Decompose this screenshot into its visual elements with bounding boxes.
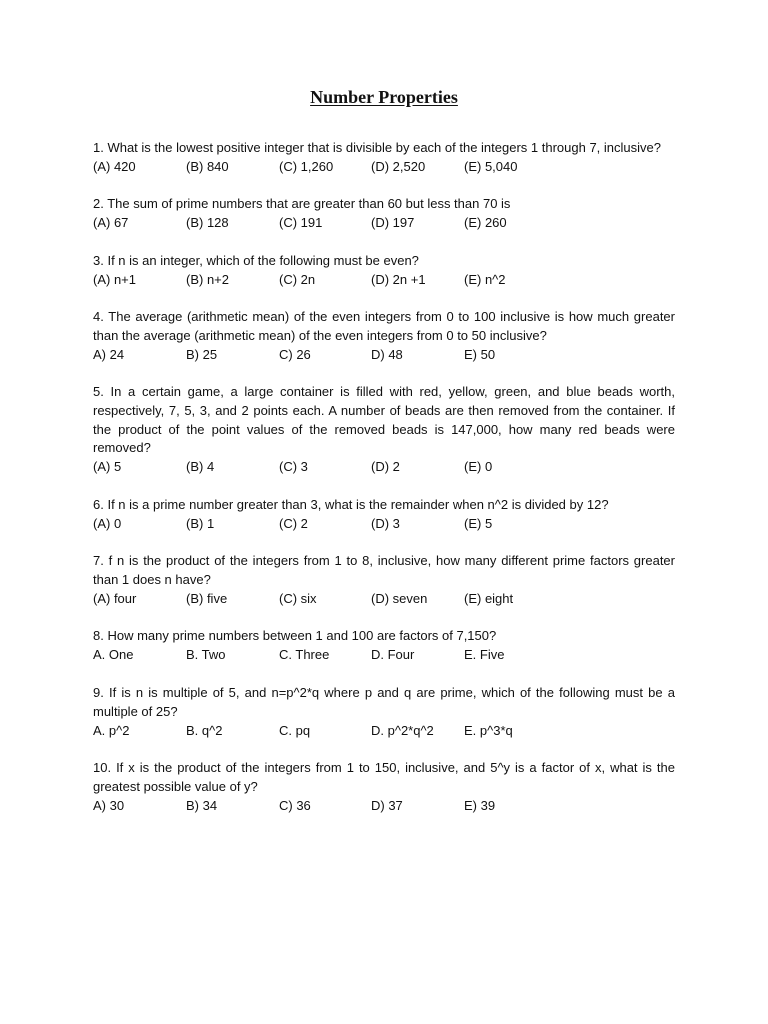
question-6 [93, 496, 675, 534]
question-8 [93, 627, 675, 665]
option-b: (B) 4 [186, 459, 215, 475]
option-a: (A) 420 [93, 158, 136, 174]
option-a: A) 30 [93, 797, 125, 813]
answer-options [93, 646, 675, 665]
option-d: (D) 2n +1 [371, 271, 426, 287]
option-d: (D) seven [371, 590, 428, 606]
question-stem: 7. f n is the product of the integers from 1 to 8, inclusive, how many different prime factors greater than 1 does n have? [93, 553, 675, 587]
option-c: (C) 191 [279, 214, 323, 230]
option-a: (A) n+1 [93, 271, 136, 287]
option-c: C. Three [279, 646, 330, 662]
option-e: (E) 260 [464, 214, 507, 230]
question-stem: 2. The sum of prime numbers that are greater than 60 but less than 70 is [93, 196, 511, 211]
option-c: (C) 1,260 [279, 158, 334, 174]
option-e: E) 39 [464, 797, 496, 813]
option-c: C) 36 [279, 797, 311, 813]
option-a: A. One [93, 646, 134, 662]
option-e: E. Five [464, 646, 505, 662]
option-d: (D) 197 [371, 214, 415, 230]
option-b: B. q^2 [186, 722, 223, 738]
option-b: B) 34 [186, 797, 218, 813]
option-b: B) 25 [186, 346, 218, 362]
option-e: (E) n^2 [464, 271, 506, 287]
option-c: (C) 2 [279, 515, 308, 531]
question-4 [93, 308, 675, 365]
answer-options [93, 214, 675, 233]
option-e: (E) 5 [464, 515, 493, 531]
question-10 [93, 759, 675, 816]
option-b: (B) five [186, 590, 228, 606]
option-b: (B) 128 [186, 214, 229, 230]
option-d: D) 37 [371, 797, 403, 813]
question-stem: 4. The average (arithmetic mean) of the even integers from 0 to 100 inclusive is how much greater than the average (arithmetic mean) of the even integers from 0 to 50 inclusive? [93, 309, 675, 343]
question-stem: 5. In a certain game, a large container is filled with red, yellow, green, and blue beads worth, respectively, 7, 5, 3, and 2 points each. A number of beads are then removed from the container. If the product of the point values of the removed beads is 147,000, how many red beads were removed? [93, 384, 675, 456]
option-d: (D) 3 [371, 515, 400, 531]
option-a: (A) 67 [93, 214, 129, 230]
question-stem: 10. If x is the product of the integers from 1 to 150, inclusive, and 5^y is a factor of x, what is the greatest possible value of y? [93, 760, 675, 794]
option-c: (C) 3 [279, 459, 308, 475]
answer-options [93, 515, 675, 534]
option-d: D. p^2*q^2 [371, 722, 434, 738]
option-e: (E) eight [464, 590, 514, 606]
option-d: (D) 2 [371, 459, 400, 475]
option-a: (A) four [93, 590, 137, 606]
option-b: (B) 1 [186, 515, 215, 531]
option-d: D) 48 [371, 346, 403, 362]
option-c: C. pq [279, 722, 311, 738]
option-c: (C) 2n [279, 271, 316, 287]
option-b: (B) 840 [186, 158, 229, 174]
question-1 [93, 139, 675, 177]
option-a: A. p^2 [93, 722, 130, 738]
answer-options [93, 346, 675, 365]
option-e: (E) 5,040 [464, 158, 518, 174]
option-a: A) 24 [93, 346, 125, 362]
option-d: D. Four [371, 646, 415, 662]
option-b: B. Two [186, 646, 226, 662]
option-e: (E) 0 [464, 459, 493, 475]
question-stem: 1. What is the lowest positive integer that is divisible by each of the integers 1 through 7, inclusive? [93, 140, 661, 155]
answer-options [93, 590, 675, 609]
question-5 [93, 383, 675, 477]
question-stem: 9. If is n is multiple of 5, and n=p^2*q where p and q are prime, which of the following must be a multiple of 25? [93, 685, 675, 719]
option-c: C) 26 [279, 346, 311, 362]
page-title: Number Properties [310, 87, 458, 107]
answer-options [93, 797, 675, 816]
answer-options [93, 271, 675, 290]
option-e: E. p^3*q [464, 722, 513, 738]
question-9 [93, 684, 675, 741]
option-a: (A) 0 [93, 515, 122, 531]
answer-options [93, 458, 675, 477]
option-a: (A) 5 [93, 459, 122, 475]
question-stem: 8. How many prime numbers between 1 and 100 are factors of 7,150? [93, 628, 497, 643]
question-stem: 6. If n is a prime number greater than 3, what is the remainder when n^2 is divided by 12? [93, 497, 609, 512]
answer-options [93, 158, 675, 177]
question-stem: 3. If n is an integer, which of the following must be even? [93, 253, 419, 268]
question-7 [93, 552, 675, 609]
option-c: (C) six [279, 590, 317, 606]
answer-options [93, 722, 675, 741]
option-d: (D) 2,520 [371, 158, 426, 174]
question-2 [93, 195, 675, 233]
option-e: E) 50 [464, 346, 496, 362]
question-3 [93, 252, 675, 290]
option-b: (B) n+2 [186, 271, 229, 287]
